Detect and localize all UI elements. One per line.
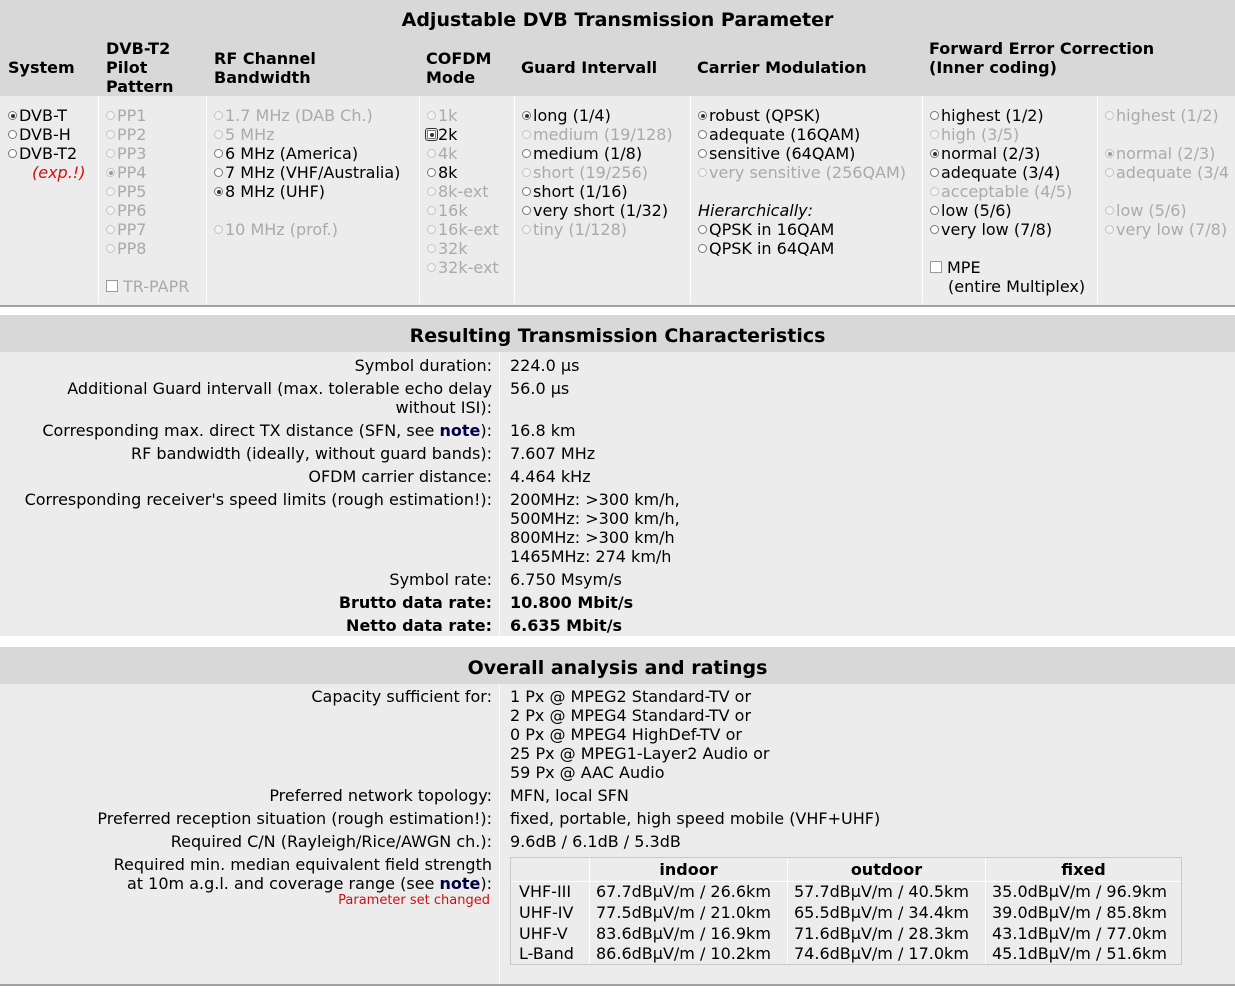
field-strength-label	[114, 855, 492, 893]
option-label: medium (1/8)	[533, 144, 643, 163]
cofdm-option-32k	[427, 239, 468, 258]
option-label: sensitive (64QAM)	[709, 144, 856, 163]
radio-icon	[427, 187, 436, 196]
radio-icon[interactable]	[522, 206, 531, 215]
netto-rate-label: Netto data rate:	[346, 616, 492, 635]
radio-icon[interactable]	[214, 149, 223, 158]
bandwidth-option-10	[214, 220, 338, 239]
radio-icon	[1105, 168, 1114, 177]
radio-icon[interactable]	[698, 130, 707, 139]
option-label: medium (19/128)	[533, 125, 673, 144]
capacity-line: 1 Px @ MPEG2 Standard-TV or	[510, 687, 752, 706]
bandwidth-header	[214, 49, 316, 87]
radio-icon	[1105, 111, 1114, 120]
bandwidth-option-6[interactable]	[214, 144, 358, 163]
radio-icon[interactable]	[698, 225, 707, 234]
guard-option-short[interactable]	[522, 182, 628, 201]
pilot-option-pp6	[106, 201, 146, 220]
bandwidth-header-line: RF Channel	[214, 49, 316, 68]
capacity-label: Capacity sufficient for:	[311, 687, 492, 706]
option-label: 10 MHz (prof.)	[225, 220, 338, 239]
system-option-dvbt2[interactable]	[8, 144, 77, 163]
system-option-dvbh[interactable]	[8, 125, 71, 144]
option-label: very short (1/32)	[533, 201, 669, 220]
radio-icon	[106, 187, 115, 196]
column-divider	[206, 96, 207, 303]
radio-selected-icon[interactable]	[214, 187, 223, 196]
option-label: 8 MHz (UHF)	[225, 182, 326, 201]
option-label: normal (2/3)	[1116, 144, 1216, 163]
radio-icon[interactable]	[8, 130, 17, 139]
pilot-header	[106, 39, 174, 96]
radio-icon[interactable]	[930, 206, 939, 215]
symbol-rate-label: Symbol rate:	[389, 570, 492, 589]
option-label: low (5/6)	[1116, 201, 1187, 220]
radio-icon	[214, 225, 223, 234]
radio-selected-icon[interactable]	[8, 111, 17, 120]
outdoor-cell: 71.6dBµV/m / 28.3km	[794, 924, 969, 943]
label-line: Required min. median equivalent field strength	[113, 855, 492, 874]
label-line	[114, 874, 492, 893]
option-label: high (3/5)	[941, 125, 1020, 144]
speed-line: 800MHz: >300 km/h	[510, 528, 675, 547]
fec-option-adequate[interactable]	[930, 163, 1060, 182]
mpe-checkbox[interactable]	[930, 258, 981, 277]
tx-distance-value: 16.8 km	[510, 421, 576, 440]
pilot-option-pp1	[106, 106, 146, 125]
option-label: PP3	[117, 144, 147, 163]
radio-icon	[427, 225, 436, 234]
characteristics-title: Resulting Transmission Characteristics	[409, 325, 826, 347]
speed-limits-label: Corresponding receiver's speed limits (rough estimation!):	[24, 490, 492, 509]
option-label: QPSK in 16QAM	[709, 220, 835, 239]
band-label: UHF-IV	[519, 903, 574, 922]
analysis-panel	[0, 647, 1235, 986]
pilot-header-line: Pilot	[106, 58, 148, 77]
radio-icon	[427, 206, 436, 215]
guard-option-medium-19-128	[522, 125, 673, 144]
cofdm-option-8k-ext	[427, 182, 489, 201]
radio-icon[interactable]	[427, 168, 436, 177]
option-label: MPE	[947, 258, 981, 277]
system-option-dvbt[interactable]	[8, 106, 67, 125]
table-header-indoor: indoor	[659, 860, 718, 879]
cofdm-option-2k[interactable]	[427, 125, 457, 144]
option-label: tiny (1/128)	[533, 220, 628, 239]
pilot-option-pp8	[106, 239, 146, 258]
option-label: DVB-T	[19, 106, 68, 125]
radio-icon	[106, 111, 115, 120]
radio-icon	[522, 130, 531, 139]
option-label: low (5/6)	[941, 201, 1012, 220]
guard-option-medium[interactable]	[522, 144, 642, 163]
label-line: without ISI):	[395, 398, 492, 417]
fec-header	[929, 39, 1154, 77]
bandwidth-option-7[interactable]	[214, 163, 400, 182]
fec2-option-normal	[1105, 144, 1215, 163]
note-link[interactable]: note	[439, 874, 481, 893]
symbol-duration-value: 224.0 µs	[510, 356, 580, 375]
pilot-header-line: DVB-T2	[106, 39, 171, 58]
pilot-option-pp4	[106, 163, 146, 182]
option-label: PP5	[117, 182, 147, 201]
hierarchical-label: Hierarchically:	[698, 201, 814, 220]
radio-icon	[427, 244, 436, 253]
brutto-rate-value: 10.800 Mbit/s	[510, 593, 634, 612]
symbol-duration-label: Symbol duration:	[354, 356, 492, 375]
hierarchical-option-qpsk-16qam[interactable]	[698, 220, 834, 239]
cofdm-option-4k	[427, 144, 457, 163]
topology-value: MFN, local SFN	[510, 786, 629, 805]
radio-icon	[1105, 206, 1114, 215]
column-divider	[922, 96, 923, 303]
option-label: very sensitive (256QAM)	[709, 163, 907, 182]
fec-header-line: (Inner coding)	[929, 58, 1057, 77]
option-label: PP8	[117, 239, 147, 258]
radio-selected-icon	[106, 168, 115, 177]
cofdm-option-16k-ext	[427, 220, 499, 239]
fec-header-line: Forward Error Correction	[929, 39, 1155, 58]
radio-icon[interactable]	[8, 149, 17, 158]
fec2-option-highest	[1105, 106, 1219, 125]
tr-papr-checkbox	[106, 277, 189, 296]
option-label: PP2	[117, 125, 147, 144]
fec-option-acceptable	[930, 182, 1072, 201]
hierarchical-option-qpsk-64qam[interactable]	[698, 239, 834, 258]
option-label: 16k	[438, 201, 468, 220]
outdoor-cell: 65.5dBµV/m / 34.4km	[794, 903, 969, 922]
option-label: normal (2/3)	[941, 144, 1041, 163]
fec2-option-low	[1105, 201, 1187, 220]
option-label: 1k	[438, 106, 458, 125]
column-divider	[499, 684, 500, 984]
option-label: 8k-ext	[438, 182, 489, 201]
band-label: VHF-III	[519, 882, 572, 901]
radio-icon[interactable]	[698, 149, 707, 158]
radio-icon	[106, 149, 115, 158]
column-divider	[499, 352, 500, 636]
option-label: robust (QPSK)	[709, 106, 821, 125]
option-label: PP6	[117, 201, 147, 220]
radio-icon	[106, 130, 115, 139]
option-label: adequate (3/4)	[941, 163, 1061, 182]
table-header-fixed: fixed	[1061, 860, 1106, 879]
analysis-title: Overall analysis and ratings	[467, 657, 768, 679]
option-label: TR-PAPR	[123, 277, 190, 296]
label-text: at 10m a.g.l. and coverage range (see	[127, 874, 440, 893]
checkbox-icon	[106, 280, 118, 292]
radio-selected-icon[interactable]	[522, 111, 531, 120]
option-label: 6 MHz (America)	[225, 144, 359, 163]
speed-line: 1465MHz: 274 km/h	[510, 547, 672, 566]
option-label: 32k	[438, 239, 468, 258]
option-label: PP4	[117, 163, 147, 182]
checkbox-icon[interactable]	[930, 261, 942, 273]
radio-icon	[1105, 225, 1114, 234]
cofdm-header	[426, 49, 491, 87]
radio-icon[interactable]	[698, 244, 707, 253]
radio-icon	[427, 111, 436, 120]
radio-icon	[214, 111, 223, 120]
option-label: QPSK in 64QAM	[709, 239, 835, 258]
guard-header: Guard Intervall	[521, 58, 658, 77]
radio-selected-icon[interactable]	[930, 149, 939, 158]
band-label: L-Band	[519, 944, 574, 963]
pilot-option-pp2	[106, 125, 146, 144]
cofdm-option-1k	[427, 106, 457, 125]
radio-icon	[522, 225, 531, 234]
pilot-option-pp5	[106, 182, 146, 201]
modulation-option-256qam	[698, 163, 906, 182]
capacity-line: 2 Px @ MPEG4 Standard-TV or	[510, 706, 752, 725]
carrier-distance-label: OFDM carrier distance:	[308, 467, 492, 486]
option-label: 5 MHz	[225, 125, 275, 144]
label-text: ):	[480, 421, 492, 440]
radio-icon	[522, 168, 531, 177]
modulation-header: Carrier Modulation	[697, 58, 867, 77]
radio-icon	[930, 187, 939, 196]
option-label: adequate (16QAM)	[709, 125, 861, 144]
capacity-line: 59 Px @ AAC Audio	[510, 763, 665, 782]
modulation-option-qpsk[interactable]	[698, 106, 820, 125]
guard-interval-value: 56.0 µs	[510, 379, 570, 398]
option-label: PP1	[117, 106, 147, 125]
radio-icon[interactable]	[930, 111, 939, 120]
modulation-option-16qam[interactable]	[698, 125, 860, 144]
option-label: 16k-ext	[438, 220, 499, 239]
modulation-option-64qam[interactable]	[698, 144, 855, 163]
cofdm-option-32k-ext	[427, 258, 499, 277]
radio-icon[interactable]	[214, 168, 223, 177]
radio-selected-icon[interactable]	[698, 111, 707, 120]
radio-icon	[698, 168, 707, 177]
fec-option-very-low[interactable]	[930, 220, 1052, 239]
radio-selected-icon[interactable]	[427, 130, 436, 139]
fec-option-high	[930, 125, 1019, 144]
column-divider	[1097, 96, 1098, 303]
parameter-changed-notice: Parameter set changed	[338, 893, 490, 908]
bandwidth-option-8[interactable]	[214, 182, 325, 201]
speed-line: 200MHz: >300 km/h,	[510, 490, 680, 509]
radio-icon	[106, 244, 115, 253]
fixed-cell: 35.0dBµV/m / 96.9km	[992, 882, 1167, 901]
cofdm-header-line: Mode	[426, 68, 476, 87]
cn-value: 9.6dB / 6.1dB / 5.3dB	[510, 832, 681, 851]
characteristics-panel	[0, 315, 1235, 636]
parameter-title: Adjustable DVB Transmission Parameter	[401, 9, 834, 31]
option-label: highest (1/2)	[1116, 106, 1219, 125]
note-link[interactable]: note	[439, 421, 481, 440]
radio-icon	[214, 130, 223, 139]
indoor-cell: 77.5dBµV/m / 21.0km	[596, 903, 771, 922]
capacity-values	[510, 687, 769, 782]
column-divider	[514, 96, 515, 303]
guard-option-tiny	[522, 220, 627, 239]
fec-option-normal[interactable]	[930, 144, 1040, 163]
cn-label: Required C/N (Rayleigh/Rice/AWGN ch.):	[170, 832, 492, 851]
pilot-option-pp3	[106, 144, 146, 163]
pilot-header-line: Pattern	[106, 77, 174, 96]
speed-line: 500MHz: >300 km/h,	[510, 509, 680, 528]
indoor-cell: 67.7dBµV/m / 26.6km	[596, 882, 771, 901]
indoor-cell: 83.6dBµV/m / 16.9km	[596, 924, 771, 943]
mpe-sublabel: (entire Multiplex)	[948, 277, 1086, 296]
radio-icon	[427, 263, 436, 272]
option-label: very low (7/8)	[1116, 220, 1228, 239]
radio-icon[interactable]	[930, 168, 939, 177]
netto-rate-value: 6.635 Mbit/s	[510, 616, 623, 635]
radio-icon[interactable]	[930, 225, 939, 234]
bandwidth-header-line: Bandwidth	[214, 68, 311, 87]
option-label: acceptable (4/5)	[941, 182, 1073, 201]
speed-limits-values	[510, 490, 680, 566]
option-label: 2k	[438, 125, 458, 144]
radio-icon	[930, 130, 939, 139]
symbol-rate-value: 6.750 Msym/s	[510, 570, 622, 589]
radio-icon[interactable]	[522, 187, 531, 196]
option-label: adequate (3/4	[1116, 163, 1230, 182]
option-label: 4k	[438, 144, 458, 163]
option-label: very low (7/8)	[941, 220, 1053, 239]
option-label: DVB-T2	[19, 144, 78, 163]
option-label: highest (1/2)	[941, 106, 1044, 125]
carrier-distance-value: 4.464 kHz	[510, 467, 591, 486]
option-label: 8k	[438, 163, 458, 182]
option-label: PP7	[117, 220, 147, 239]
option-label: 7 MHz (VHF/Australia)	[225, 163, 401, 182]
fixed-cell: 43.1dBµV/m / 77.0km	[992, 924, 1167, 943]
column-divider	[690, 96, 691, 303]
option-label: short (19/256)	[533, 163, 648, 182]
cofdm-option-8k[interactable]	[427, 163, 457, 182]
bandwidth-option-5	[214, 125, 275, 144]
radio-icon	[427, 149, 436, 158]
tx-distance-label	[42, 421, 492, 440]
brutto-rate-label: Brutto data rate:	[338, 593, 492, 612]
experimental-note: (exp.!)	[32, 163, 86, 182]
reception-value: fixed, portable, high speed mobile (VHF+UHF)	[510, 809, 881, 828]
radio-icon	[106, 206, 115, 215]
label-text: Corresponding max. direct TX distance (SFN, see	[42, 421, 440, 440]
band-label: UHF-V	[519, 924, 568, 943]
option-label: long (1/4)	[533, 106, 611, 125]
reception-label: Preferred reception situation (rough estimation!):	[97, 809, 492, 828]
outdoor-cell: 74.6dBµV/m / 17.0km	[794, 944, 969, 963]
option-label: 1.7 MHz (DAB Ch.)	[225, 106, 373, 125]
radio-selected-icon	[1105, 149, 1114, 158]
fec-option-highest[interactable]	[930, 106, 1044, 125]
parameter-panel	[0, 0, 1235, 307]
outdoor-cell: 57.7dBµV/m / 40.5km	[794, 882, 969, 901]
label-line: Additional Guard intervall (max. tolerable echo delay	[67, 379, 492, 398]
radio-icon[interactable]	[522, 149, 531, 158]
rf-bandwidth-label: RF bandwidth (ideally, without guard bands):	[131, 444, 492, 463]
column-divider	[98, 96, 99, 303]
option-label: 32k-ext	[438, 258, 499, 277]
option-label: short (1/16)	[533, 182, 628, 201]
fec2-option-adequate	[1105, 163, 1235, 182]
table-header-outdoor: outdoor	[850, 860, 923, 879]
bandwidth-option-1-7	[214, 106, 373, 125]
guard-option-very-short[interactable]	[522, 201, 668, 220]
fec-option-low[interactable]	[930, 201, 1012, 220]
column-divider	[419, 96, 420, 303]
pilot-option-pp7	[106, 220, 146, 239]
fixed-cell: 45.1dBµV/m / 51.6km	[992, 944, 1167, 963]
indoor-cell: 86.6dBµV/m / 10.2km	[596, 944, 771, 963]
capacity-line: 0 Px @ MPEG4 HighDef-TV or	[510, 725, 742, 744]
guard-interval-label	[67, 379, 492, 417]
capacity-line: 25 Px @ MPEG1-Layer2 Audio or	[510, 744, 770, 763]
label-text: ):	[480, 874, 492, 893]
cofdm-header-line: COFDM	[426, 49, 492, 68]
fec2-option-very-low	[1105, 220, 1235, 239]
system-header: System	[8, 58, 75, 77]
radio-icon	[106, 225, 115, 234]
rf-bandwidth-value: 7.607 MHz	[510, 444, 596, 463]
field-strength-table	[510, 857, 1182, 965]
cofdm-option-16k	[427, 201, 468, 220]
guard-option-short-19-256	[522, 163, 648, 182]
fixed-cell: 39.0dBµV/m / 85.8km	[992, 903, 1167, 922]
guard-option-long[interactable]	[522, 106, 611, 125]
topology-label: Preferred network topology:	[269, 786, 492, 805]
option-label: DVB-H	[19, 125, 71, 144]
